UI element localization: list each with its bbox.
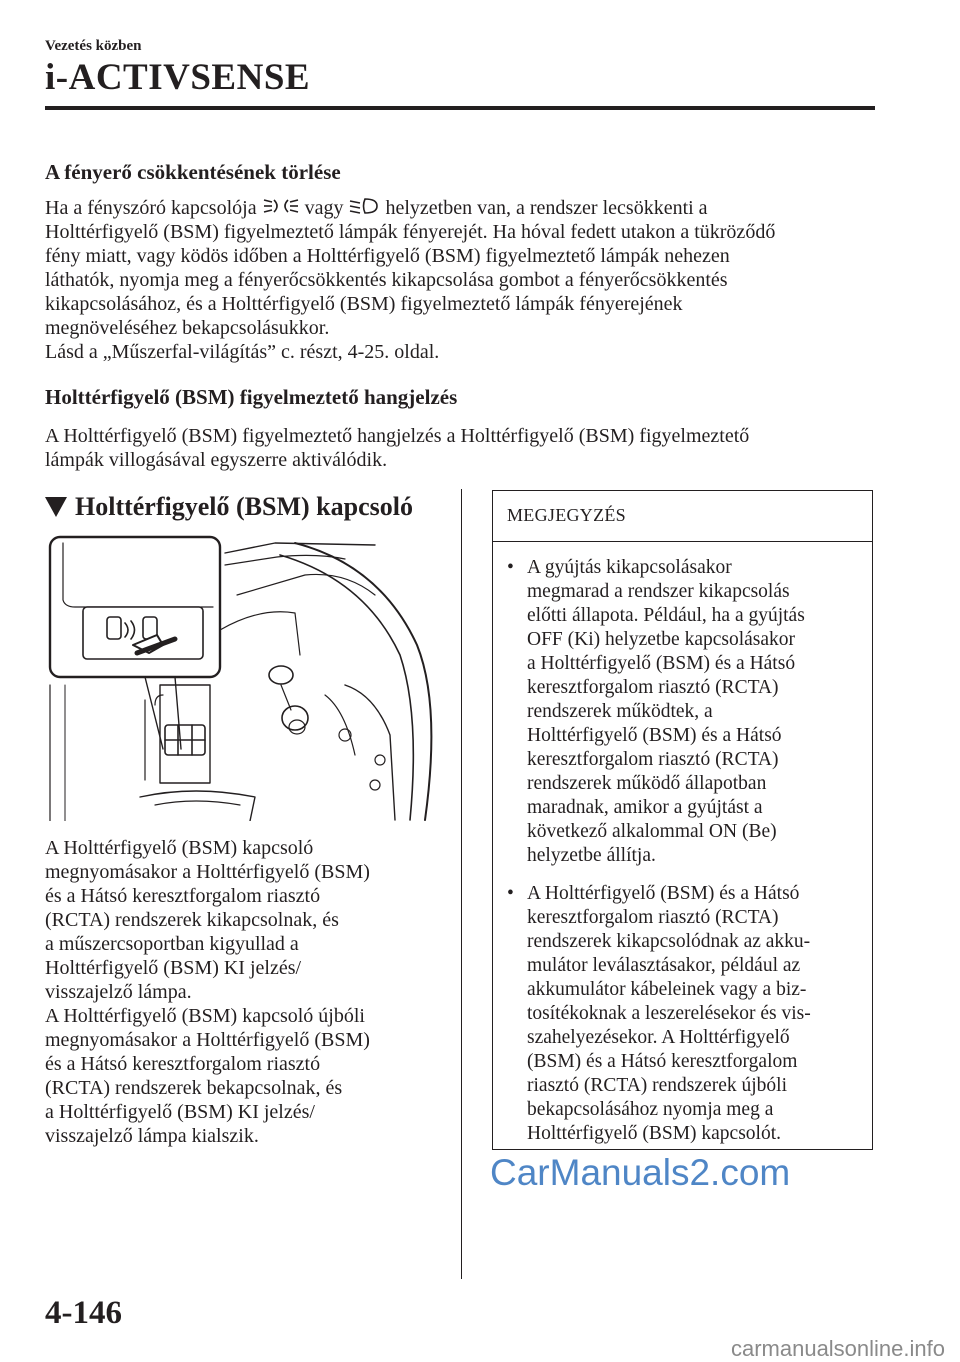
switch-text-line: a műszercsoportban kigyullad a (45, 933, 299, 955)
dimmer-line-4: láthatók, nyomja meg a fényerőcsökkentés kikapcsolása gombot a fényerőcsökkentés (45, 269, 728, 291)
dimmer-line-1-before: Ha a fényszóró kapcsolója (45, 197, 257, 219)
note-line: bekapcsolásához nyomja meg a (527, 1099, 774, 1120)
header-rule (45, 106, 875, 110)
switch-description (45, 836, 455, 1148)
chapter-label: Vezetés közben (45, 38, 142, 54)
note-line: rendszerek működtek, a (527, 701, 713, 722)
dimmer-line-2: Holttérfigyelő (BSM) figyelmeztető lámpák fényerejét. Ha hóval fedett utakon a tükröződő (45, 221, 776, 243)
note-line: keresztforgalom riasztó (RCTA) (527, 677, 779, 698)
page-number: 4-146 (45, 1295, 122, 1331)
note-line: szahelyezésekor. A Holttérfigyelő (527, 1027, 790, 1048)
note-line: OFF (Ki) helyzetbe kapcsolásakor (527, 629, 796, 650)
note-line: következő alkalommal ON (Be) (527, 821, 777, 842)
note-line: rendszerek kikapcsolódnak az akku- (527, 931, 811, 952)
dimmer-heading: A fényerő csökkentésének törlése (45, 160, 341, 184)
note-line: A gyújtás kikapcsolásakor (527, 557, 732, 578)
switch-text-line: Holttérfigyelő (BSM) KI jelzés/ (45, 957, 302, 979)
switch-text-line: és a Hátsó keresztforgalom riasztó (45, 885, 321, 907)
note-line: Holttérfigyelő (BSM) kapcsolót. (527, 1123, 782, 1144)
dimmer-line-1-mid: vagy (304, 197, 344, 219)
dimmer-line-7: Lásd a „Műszerfal-világítás” c. részt, 4-25. oldal. (45, 341, 440, 363)
switch-text-line: (RCTA) rendszerek kikapcsolnak, és (45, 909, 339, 931)
bullet-icon: • (507, 557, 514, 578)
note-line: előtti állapota. Például, ha a gyújtás (527, 605, 805, 626)
note-line: tosítékoknak a leszerelésekor és vis- (527, 1003, 811, 1024)
dimmer-line-5: kikapcsolásához, és a Holttérfigyelő (BSM) figyelmeztető lámpák fényerejének (45, 293, 683, 315)
headlight-low-beam-icon (348, 197, 380, 221)
warning-sound-line-2: lámpák villogásával egyszerre aktiválódik. (45, 449, 388, 471)
section-title: i-ACTIVSENSE (45, 57, 311, 98)
note-line: rendszerek működő állapotban (527, 773, 767, 794)
note-line: akkumulátor kábeleinek vagy a biz- (527, 979, 807, 1000)
note-line: keresztforgalom riasztó (RCTA) (527, 749, 779, 770)
watermark: CarManuals2.com (490, 1152, 791, 1193)
switch-text-line: visszajelző lámpa kialszik. (45, 1125, 259, 1147)
footer-watermark: carmanualsonline.info (730, 1336, 945, 1361)
switch-heading (45, 492, 413, 522)
warning-sound-line-1: A Holttérfigyelő (BSM) figyelmeztető hangjelzés a Holttérfigyelő (BSM) figyelmeztető (45, 425, 750, 447)
switch-text-line: A Holttérfigyelő (BSM) kapcsoló újbóli (45, 1005, 365, 1027)
note-line: maradnak, amikor a gyújtást a (527, 797, 763, 818)
switch-text-line: a Holttérfigyelő (BSM) KI jelzés/ (45, 1101, 315, 1123)
switch-text-line: A Holttérfigyelő (BSM) kapcsoló (45, 837, 314, 859)
dimmer-line-6: megnöveléséhez bekapcsolásukkor. (45, 317, 330, 339)
note-line: (BSM) és a Hátsó keresztforgalom (527, 1051, 798, 1072)
note-box (492, 490, 873, 1150)
note-line: helyzetbe állítja. (527, 845, 656, 866)
note-line: mulátor leválasztásakor, például az (527, 955, 801, 976)
note-line: Holttérfigyelő (BSM) és a Hátsó (527, 725, 782, 746)
note-line: a Holttérfigyelő (BSM) és a Hátsó (527, 653, 796, 674)
bullet-icon: • (507, 883, 514, 904)
note-list (493, 542, 872, 1146)
dimmer-line-1 (45, 196, 708, 221)
bsm-switch-illustration (45, 535, 441, 821)
switch-text-line: és a Hátsó keresztforgalom riasztó (45, 1053, 321, 1075)
headlight-position-icon (262, 197, 300, 221)
triangle-bullet-icon (45, 497, 67, 517)
switch-text-line: megnyomásakor a Holttérfigyelő (BSM) (45, 1029, 370, 1051)
switch-heading-text: Holttérfigyelő (BSM) kapcsoló (75, 492, 413, 521)
warning-sound-heading: Holttérfigyelő (BSM) figyelmeztető hangjelzés (45, 385, 458, 409)
dimmer-line-3: fény miatt, vagy ködös időben a Holttérfigyelő (BSM) figyelmeztető lámpák nehezen (45, 245, 730, 267)
note-line: megmarad a rendszer kikapcsolás (527, 581, 790, 602)
switch-text-line: visszajelző lámpa. (45, 981, 192, 1003)
note-title: MEGJEGYZÉS (493, 491, 872, 542)
note-item (493, 556, 872, 868)
note-line: riasztó (RCTA) rendszerek újbóli (527, 1075, 787, 1096)
note-item (493, 882, 872, 1146)
note-line: A Holttérfigyelő (BSM) és a Hátsó (527, 883, 800, 904)
switch-text-line: megnyomásakor a Holttérfigyelő (BSM) (45, 861, 370, 883)
note-line: keresztforgalom riasztó (RCTA) (527, 907, 779, 928)
dimmer-line-1-after: helyzetben van, a rendszer lecsökkenti a (385, 197, 708, 219)
column-divider (461, 489, 462, 1279)
switch-text-line: (RCTA) rendszerek bekapcsolnak, és (45, 1077, 343, 1099)
